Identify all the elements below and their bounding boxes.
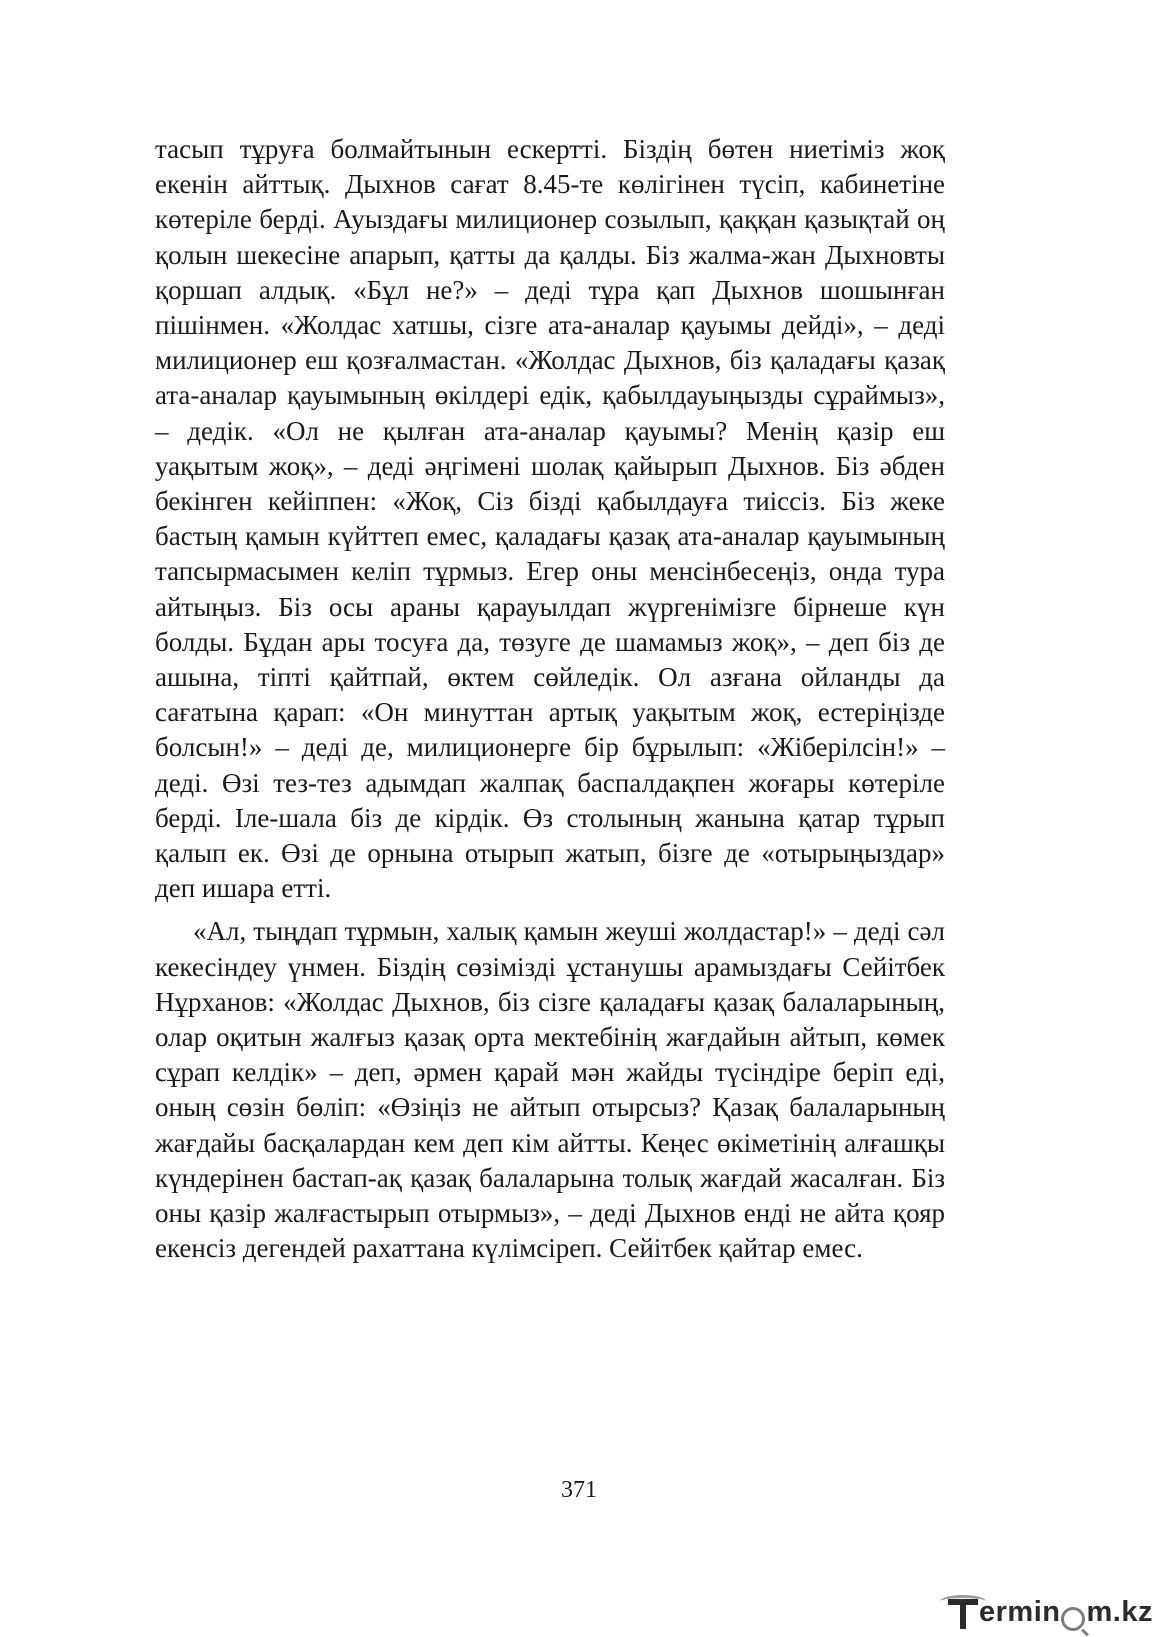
magnifier-icon: [1061, 1607, 1085, 1631]
page-body: [155, 132, 945, 1267]
page-number: 371: [561, 1477, 597, 1503]
logo-t-icon: [948, 1595, 978, 1629]
body-paragraph-2: «Ал, тыңдап тұрмын, халық қамын жеуші жолдастар!» – деді сәл кекесіндеу үнмен. Біздің сөзімізді ұстанушы арамыздағы Сейітбек Нұрханов: «Жолдас Дыхнов, біз сізге қаладағы қазақ балаларының, олар оқитын жалғыз қазақ орта мектебінің жағдайын айтып, көмек сұрап келдік» – деп, әрмен қарай мән жайды түсіндіре беріп еді, оның сөзін бөліп: «Өзіңіз не айтып отырсыз? Қазақ балаларының жағдайы басқалардан кем деп кім айтты. Кеңес өкіметінің алғашқы күндерінен бастап-ақ қазақ балаларына толық жағдай жасалған. Біз оны қазір жалғастырып отырмыз», – деді Дыхнов енді не айта қояр екенсіз дегендей рахаттана күлімсіреп. Сейітбек қайтар емес.: [155, 916, 945, 1264]
logo-text-right: m.kz: [1086, 1596, 1153, 1628]
logo-text-left: ermin: [979, 1596, 1061, 1628]
body-paragraph-1: тасып тұруға болмайтынын ескертті. Біздің бөтен ниетіміз жоқ екенін айттық. Дыхнов сағат 8.45-те көлігінен түсіп, кабинетіне көтеріле берді. Ауыздағы милиционер созылып, қаққан қазықтай оң қолын шекесіне апарып, қатты да қалды. Біз жалма-жан Дыхновты қоршап алдық. «Бұл не?» – деді тұра қап Дыхнов шошынған пішінмен. «Жолдас хатшы, сізге ата-аналар қауымы дейді», – деді милиционер еш қозғалмастан. «Жолдас Дыхнов, біз қаладағы қазақ ата-аналар қауымының өкілдері едік, қабылдауыңызды сұраймыз», – дедік. «Ол не қылған ата-аналар қауымы? Менің қазір еш уақытым жоқ», – деді әңгімені шолақ қайырып Дыхнов. Біз әбден бекінген кейіппен: «Жоқ, Сіз бізді қабылдауға тиіссіз. Біз жеке бастың қамын күйттеп емес, қаладағы қазақ ата-аналар қауымының тапсырмасымен келіп тұрмыз. Егер оны менсінбесеңіз, онда тура айтыңыз. Біз осы араны қарауылдап жүргенімізге бірнеше күн болды. Бұдан ары тосуға да, төзуге де шамамыз жоқ», – деп біз де ашына, тіпті қайтпай, өктем сөйледік. Ол азғана ойланды да сағатына қарап: «Он минуттан артық уақытым жоқ, естеріңізде болсын!» – деді де, милиционерге бір бұрылып: «Жіберілсін!» – деді. Өзі тез-тез адымдап жалпақ баспалдақпен жоғары көтеріле берді. Іле-шала біз де кірдік. Өз столының жанына қатар тұрып қалып ек. Өзі де орнына отырып жатып, бізге де «отырыңыздар» деп ишара етті.: [155, 134, 945, 904]
site-watermark-logo: [948, 1589, 1153, 1629]
logo-swoosh-icon: [940, 1595, 986, 1608]
